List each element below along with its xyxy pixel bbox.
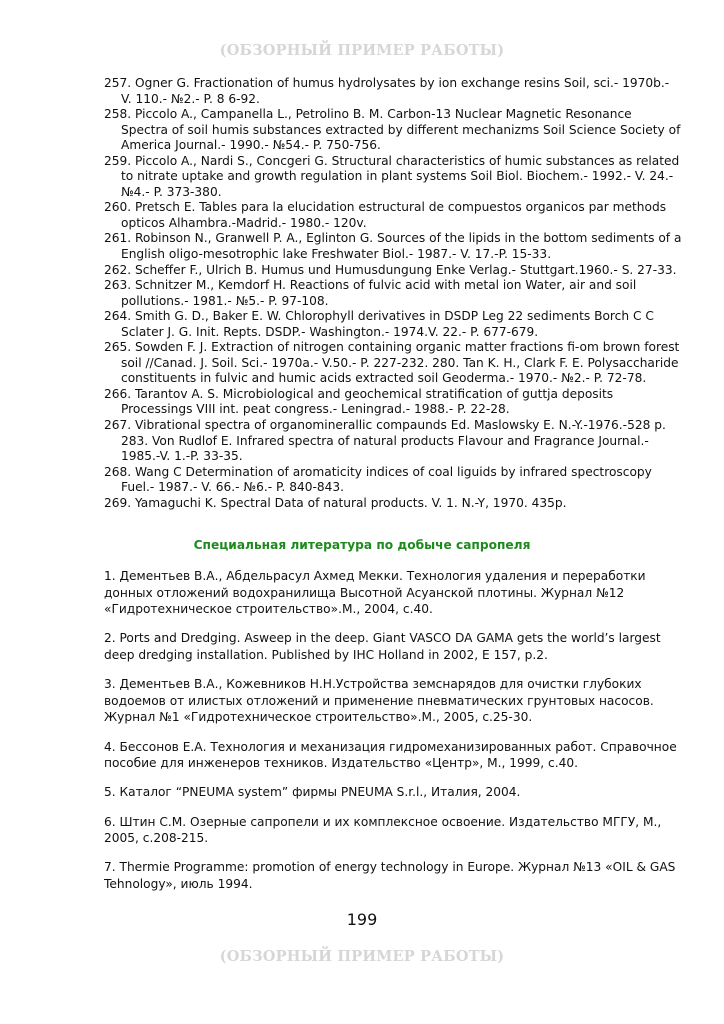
special-literature-item: 3. Дементьев В.А., Кожевников Н.Н.Устройства земснарядов для очистки глубоких водоемов от илистых отложений и применение пневматических грунтовых насосов. Журнал №1 «Гидротехническое строительство».М., 2005, с.25-30. (104, 677, 654, 725)
reference-item: 267. Vibrational spectra of organominerallic compaunds Ed. Maslowsky E. N.-Y.-1976.-528 p. 283. Von Rudlof E. Infrared spectra of natural products Flavour and Fragrance Journal.- 1985.-V. 1.-P. 33-35. (104, 418, 666, 464)
reference-item: 265. Sowden F. J. Extraction of nitrogen containing organic matter fractions fi-om brown forest soil //Canad. J. Soil. Sci.- 1970a.- V.50.- P. 227-232. 280. Tan K. H., Clark F. E. Polysaccharide constituents in fulvic and humic acids extracted soil Geoderma.- 1970.- №2.- P. 72-78. (104, 340, 680, 386)
reference-item: 257. Ogner G. Fractionation of humus hydrolysates by ion exchange resins Soil, sci.- 1970b.- V. 110.- №2.- P. 8 6-92. (104, 76, 670, 106)
special-literature-item: 6. Штин С.М. Озерные сапропели и их комплексное освоение. Издательство МГГУ, М., 2005, с.208-215. (104, 814, 662, 846)
reference-item: 262. Scheffer F., Ulrich B. Humus und Humusdungung Enke Verlag.- Stuttgart.1960.- S. 27-33. (104, 262, 677, 277)
special-literature-list (104, 568, 682, 905)
reference-item: 264. Smith G. D., Baker E. W. Chlorophyll derivatives in DSDP Leg 22 sediments Borch C C Sclater J. G. Init. Repts. DSDP.- Washington.- 1974.V. 22.- P. 677-679. (104, 309, 654, 339)
reference-item: 266. Tarantov A. S. Microbiological and geochemical stratification of guttja deposits Processings VIII int. peat congress.- Leningrad.- 1988.- P. 22-28. (104, 386, 614, 417)
special-literature-item: 7. Thermie Programme: promotion of energy technology in Europe. Журнал №13 «OIL & GAS Tehnology», июль 1994. (104, 860, 676, 891)
special-literature-item: 5. Каталог “PNEUMA system” фирмы PNEUMA S.r.l., Италия, 2004. (104, 785, 521, 800)
page-number: 199 (346, 910, 378, 929)
section-title: Специальная литература по добыче сапропеля (193, 538, 531, 552)
reference-item: 269. Yamaguchi K. Spectral Data of natural products. V. 1. N.-Y, 1970. 435p. (104, 495, 567, 510)
reference-item: 260. Pretsch E. Tables para la elucidation estructural de compuestos organicos par methods opticos Alhambra.-Madrid.- 1980.- 120v. (104, 200, 667, 230)
reference-item: 258. Piccolo A., Campanella L., Petrolino B. M. Carbon-13 Nuclear Magnetic Resonance Spectra of soil humis substances extracted by different mechanizms Soil Science Society of America Journal.- 1990.- №54.- P. 750-756. (104, 107, 681, 153)
special-literature-item: 4. Бессонов Е.А. Технология и механизация гидромеханизированных работ. Справочное пособие для инженеров техников. Издательство «Центр», М., 1999, с.40. (104, 739, 677, 771)
reference-item: 259. Piccolo A., Nardi S., Concgeri G. Structural characteristics of humic substances as related to nitrate uptake and growth regulation in plant systems Soil Biol. Biochem.- 1992.- V. 24.- №4.- P. 373-380. (104, 153, 680, 199)
watermark-bottom: (ОБЗОРНЫЙ ПРИМЕР РАБОТЫ) (219, 948, 505, 965)
reference-list (104, 76, 682, 511)
special-literature-item: 2. Ports and Dredging. Asweep in the deep. Giant VASCO DA GAMA gets the world’s largest deep dredging installation. Published by IHC Holland in 2002, E 157, p.2. (104, 631, 661, 662)
reference-item: 263. Schnitzer M., Kemdorf H. Reactions of fulvic acid with metal ion Water, air and soil pollutions.- 1981.- №5.- P. 97-108. (104, 278, 637, 308)
special-literature-item: 1. Дементьев В.А., Абдельрасул Ахмед Мекки. Технология удаления и переработки донных отложений водохранилища Высотной Асуанской плотины. Журнал №12 «Гидротехническое строительство».М., 2004, с.40. (104, 569, 646, 617)
reference-item: 268. Wang C Determination of aromaticity indices of coal liguids by infrared spectroscopy Fuel.- 1987.- V. 66.- №6.- P. 840-843. (104, 464, 652, 495)
reference-item: 261. Robinson N., Granwell P. A., Eglinton G. Sources of the lipids in the bottom sediments of a English oligo-mesotrophic lake Freshwater Biol.- 1987.- V. 17.-P. 15-33. (104, 231, 682, 262)
watermark-top: (ОБЗОРНЫЙ ПРИМЕР РАБОТЫ) (219, 42, 505, 59)
